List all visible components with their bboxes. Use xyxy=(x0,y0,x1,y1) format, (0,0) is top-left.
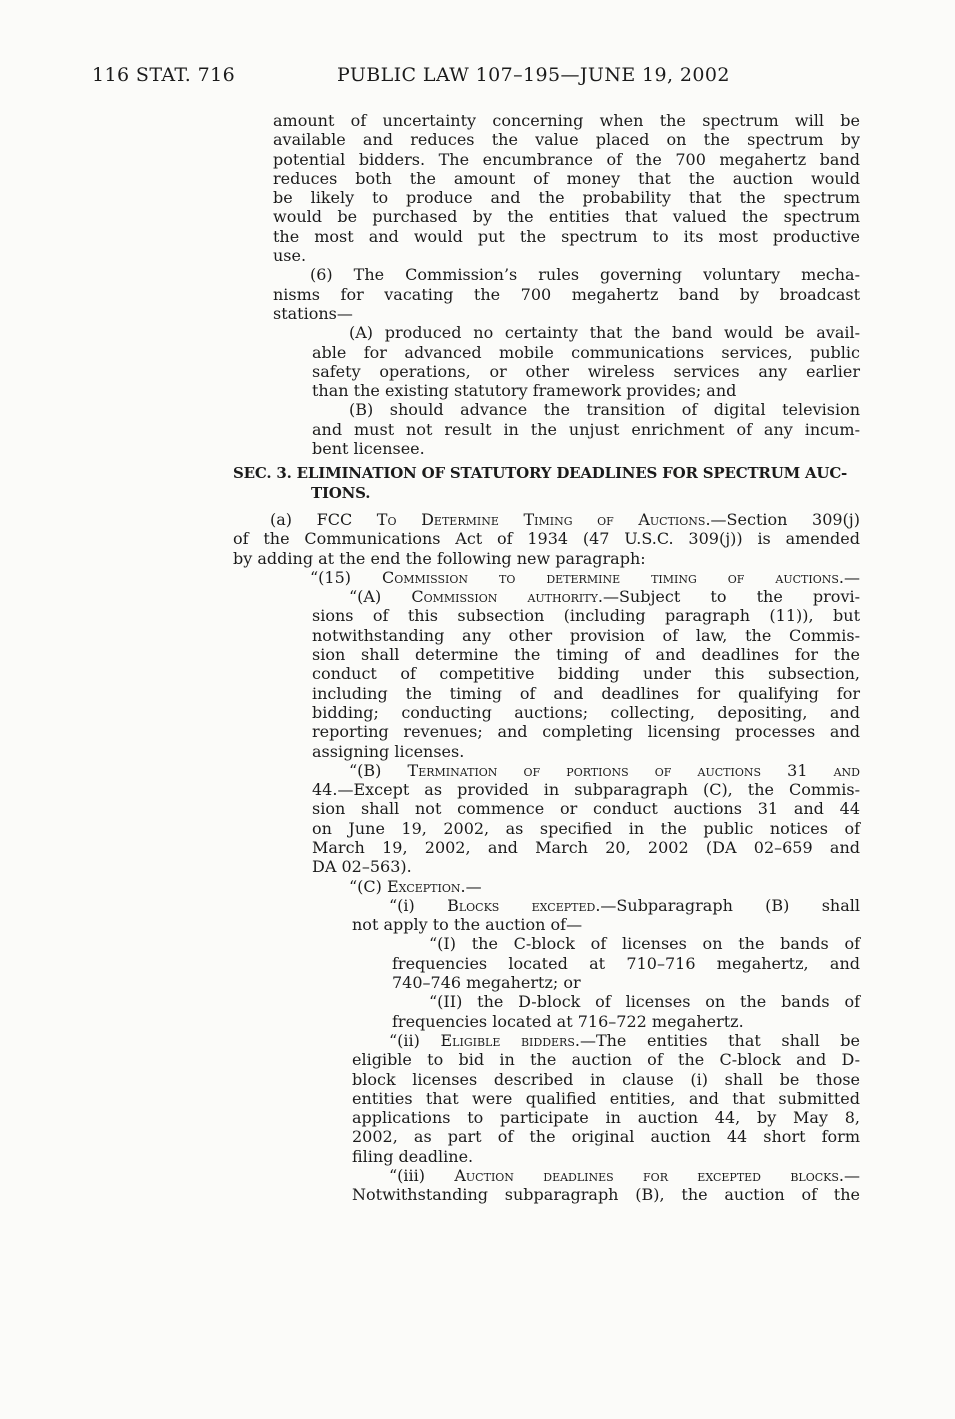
text-run: “(C) xyxy=(349,876,387,896)
text-run: be likely to produce and the probability that the spectrum xyxy=(273,188,860,208)
text-run: “(i) xyxy=(389,895,448,915)
text-line xyxy=(312,420,860,439)
text-run: SEC. 3. ELIMINATION OF STATUTORY DEADLINES FOR SPECTRUM AUC- xyxy=(233,464,848,483)
text-line xyxy=(312,400,860,419)
text-line xyxy=(312,857,860,876)
text-line xyxy=(312,439,860,458)
text-run: DA 02–563). xyxy=(312,857,412,877)
text-line xyxy=(312,761,860,780)
text-line xyxy=(392,973,860,992)
text-line xyxy=(312,684,860,703)
text-run: notwithstanding any other provision of law, the Commis- xyxy=(312,625,860,645)
text-line xyxy=(312,742,860,761)
text-run: “(ii) xyxy=(389,1030,441,1050)
text-run: safety operations, or other wireless services any earlier xyxy=(312,361,860,381)
law-title: PUBLIC LAW 107–195—JUNE 19, 2002 xyxy=(337,64,730,86)
text-line xyxy=(273,227,860,246)
text-run: stations— xyxy=(273,303,353,323)
text-line xyxy=(312,362,860,381)
text-run: amount of uncertainty concerning when the spectrum will be xyxy=(273,111,860,130)
text-run: available and reduces the value placed on the spectrum by xyxy=(273,130,860,150)
text-run: including the timing of and deadlines for qualifying for xyxy=(312,683,860,703)
text-line xyxy=(352,1108,860,1127)
text-run: of the Communications Act of 1934 (47 U.S.C. 309(j)) is amended xyxy=(233,529,860,549)
text-run: use. xyxy=(273,246,307,266)
text-run: Subparagraph (B) shall xyxy=(616,895,860,915)
text-run: able for advanced mobile communications services, public xyxy=(312,342,860,362)
text-line xyxy=(312,664,860,683)
text-line xyxy=(392,954,860,973)
para-a xyxy=(233,510,860,568)
text-run: bent licensee. xyxy=(312,439,425,459)
small-caps-run: Commission authority.— xyxy=(411,587,619,607)
text-run: sions of this subsection (including paragraph (11)), but xyxy=(312,606,860,626)
text-run: and must not result in the unjust enrichment of any incum- xyxy=(312,419,860,439)
text-run: 740–746 megahertz; or xyxy=(392,973,581,993)
text-line xyxy=(312,323,860,342)
text-run: frequencies located at 716–722 megahertz. xyxy=(392,1011,744,1031)
text-run: potential bidders. The encumbrance of the 700 megahertz band xyxy=(273,149,860,169)
document-body xyxy=(233,111,860,1205)
text-run: not apply to the auction of— xyxy=(352,915,583,935)
text-run: 2002, as part of the original auction 44 short form xyxy=(352,1127,860,1147)
text-run: (6) The Commission’s rules governing voluntary mecha- xyxy=(310,265,860,285)
text-line xyxy=(352,915,860,934)
text-line xyxy=(233,510,860,529)
text-line xyxy=(273,111,860,130)
text-run: “(iii) xyxy=(389,1166,455,1186)
text-line xyxy=(352,1185,860,1204)
text-run: Notwithstanding subparagraph (B), the auction of the xyxy=(352,1185,860,1205)
small-caps-run: Termination of portions of auctions 31 and xyxy=(407,760,861,780)
para-6B xyxy=(312,400,860,458)
para-15 xyxy=(273,568,860,587)
text-line xyxy=(312,587,860,606)
para-6A xyxy=(312,323,860,400)
text-run: than the existing statutory framework provides; and xyxy=(312,381,737,401)
text-run: eligible to bid in the auction of the C-block and D- xyxy=(352,1050,860,1070)
text-run: (B) should advance the transition of digital television xyxy=(349,400,860,420)
text-line xyxy=(312,606,860,625)
text-line xyxy=(312,626,860,645)
subclause-II xyxy=(392,992,860,1031)
text-line xyxy=(312,819,860,838)
text-line xyxy=(273,207,860,226)
text-line xyxy=(312,343,860,362)
text-line xyxy=(312,780,860,799)
text-line xyxy=(392,934,860,953)
text-line xyxy=(352,1127,860,1146)
text-run: “(A) xyxy=(349,587,412,607)
small-caps-run: Eligible bidders.— xyxy=(440,1030,596,1050)
text-line xyxy=(273,188,860,207)
text-run: bidding; conducting auctions; collecting, depositing, and xyxy=(312,702,860,722)
text-run: The entities that shall be xyxy=(595,1030,860,1050)
text-run: nisms for vacating the 700 megahertz band by broadcast xyxy=(273,284,860,304)
text-line xyxy=(312,799,860,818)
small-caps-run: Commission to determine timing of auctions.— xyxy=(382,567,860,587)
text-run: “(I) the C-block of licenses on the bands of xyxy=(429,934,860,954)
text-run: “(B) xyxy=(349,760,408,780)
text-run: would be purchased by the entities that valued the spectrum xyxy=(273,207,860,227)
text-run: by adding at the end the following new paragraph: xyxy=(233,548,646,568)
text-run: (A) produced no certainty that the band would be avail- xyxy=(349,323,860,343)
para-15B xyxy=(312,761,860,877)
text-run: reduces both the amount of money that the auction would xyxy=(273,168,860,188)
text-run: assigning licenses. xyxy=(312,741,465,761)
text-run: entities that were qualified entities, and that submitted xyxy=(352,1088,860,1108)
text-run: frequencies located at 710–716 megahertz, and xyxy=(392,953,860,973)
text-run: TIONS. xyxy=(311,483,371,502)
section-heading xyxy=(233,464,860,503)
subclause-I xyxy=(392,934,860,992)
text-run: “(II) the D-block of licenses on the bands of xyxy=(429,992,860,1012)
text-line xyxy=(352,1089,860,1108)
text-run: 44.—Except as provided in subparagraph (C), the Commis- xyxy=(312,780,860,800)
text-run: March 19, 2002, and March 20, 2002 (DA 02–659 and xyxy=(312,837,860,857)
para-6 xyxy=(273,265,860,323)
text-line xyxy=(233,529,860,548)
small-caps-run: Exception.— xyxy=(387,876,482,896)
text-line xyxy=(352,1166,860,1185)
text-line xyxy=(352,1050,860,1069)
text-line xyxy=(312,381,860,400)
running-head xyxy=(0,64,955,90)
text-run: block licenses described in clause (i) shall be those xyxy=(352,1069,860,1089)
text-line xyxy=(233,549,860,568)
text-line xyxy=(312,645,860,664)
text-run: on June 19, 2002, as specified in the public notices of xyxy=(312,818,860,838)
small-caps-run: FCC To Determine Timing of Auctions.— xyxy=(316,509,727,529)
text-line xyxy=(273,568,860,587)
text-run: sion shall not commence or conduct auctions 31 and 44 xyxy=(312,799,860,819)
text-run: reporting revenues; and completing licensing processes and xyxy=(312,722,860,742)
text-line xyxy=(312,722,860,741)
text-line xyxy=(352,896,860,915)
text-line xyxy=(392,992,860,1011)
text-line xyxy=(352,1147,860,1166)
text-line xyxy=(352,1031,860,1050)
text-run: (a) xyxy=(270,509,317,529)
text-run: applications to participate in auction 44, by May 8, xyxy=(352,1108,860,1128)
text-run: filing deadline. xyxy=(352,1146,474,1166)
text-line xyxy=(273,304,860,323)
text-line xyxy=(273,285,860,304)
text-run: conduct of competitive bidding under this subsection, xyxy=(312,664,860,684)
clause-ii xyxy=(352,1031,860,1166)
para-15A xyxy=(312,587,860,761)
small-caps-run: Auction deadlines for excepted blocks.— xyxy=(454,1166,860,1186)
text-line xyxy=(273,169,860,188)
clause-i xyxy=(352,896,860,935)
text-run: the most and would put the spectrum to its most productive xyxy=(273,226,860,246)
text-line xyxy=(273,150,860,169)
text-line xyxy=(312,838,860,857)
para-15C xyxy=(312,877,860,896)
text-run: “(15) xyxy=(310,567,383,587)
text-line xyxy=(233,484,860,503)
text-run: Subject to the provi- xyxy=(618,587,861,607)
text-line xyxy=(273,130,860,149)
small-caps-run: Blocks excepted.— xyxy=(447,895,617,915)
text-run: Section 309(j) xyxy=(726,509,861,529)
text-run: sion shall determine the timing of and deadlines for the xyxy=(312,645,860,665)
stat-page-number: 116 STAT. 716 xyxy=(92,64,236,86)
text-line xyxy=(312,877,860,896)
text-line xyxy=(273,246,860,265)
text-line xyxy=(233,464,860,483)
text-line xyxy=(352,1070,860,1089)
text-line xyxy=(273,265,860,284)
text-line xyxy=(392,1012,860,1031)
text-line xyxy=(312,703,860,722)
para-continuation xyxy=(273,111,860,265)
clause-iii xyxy=(352,1166,860,1205)
